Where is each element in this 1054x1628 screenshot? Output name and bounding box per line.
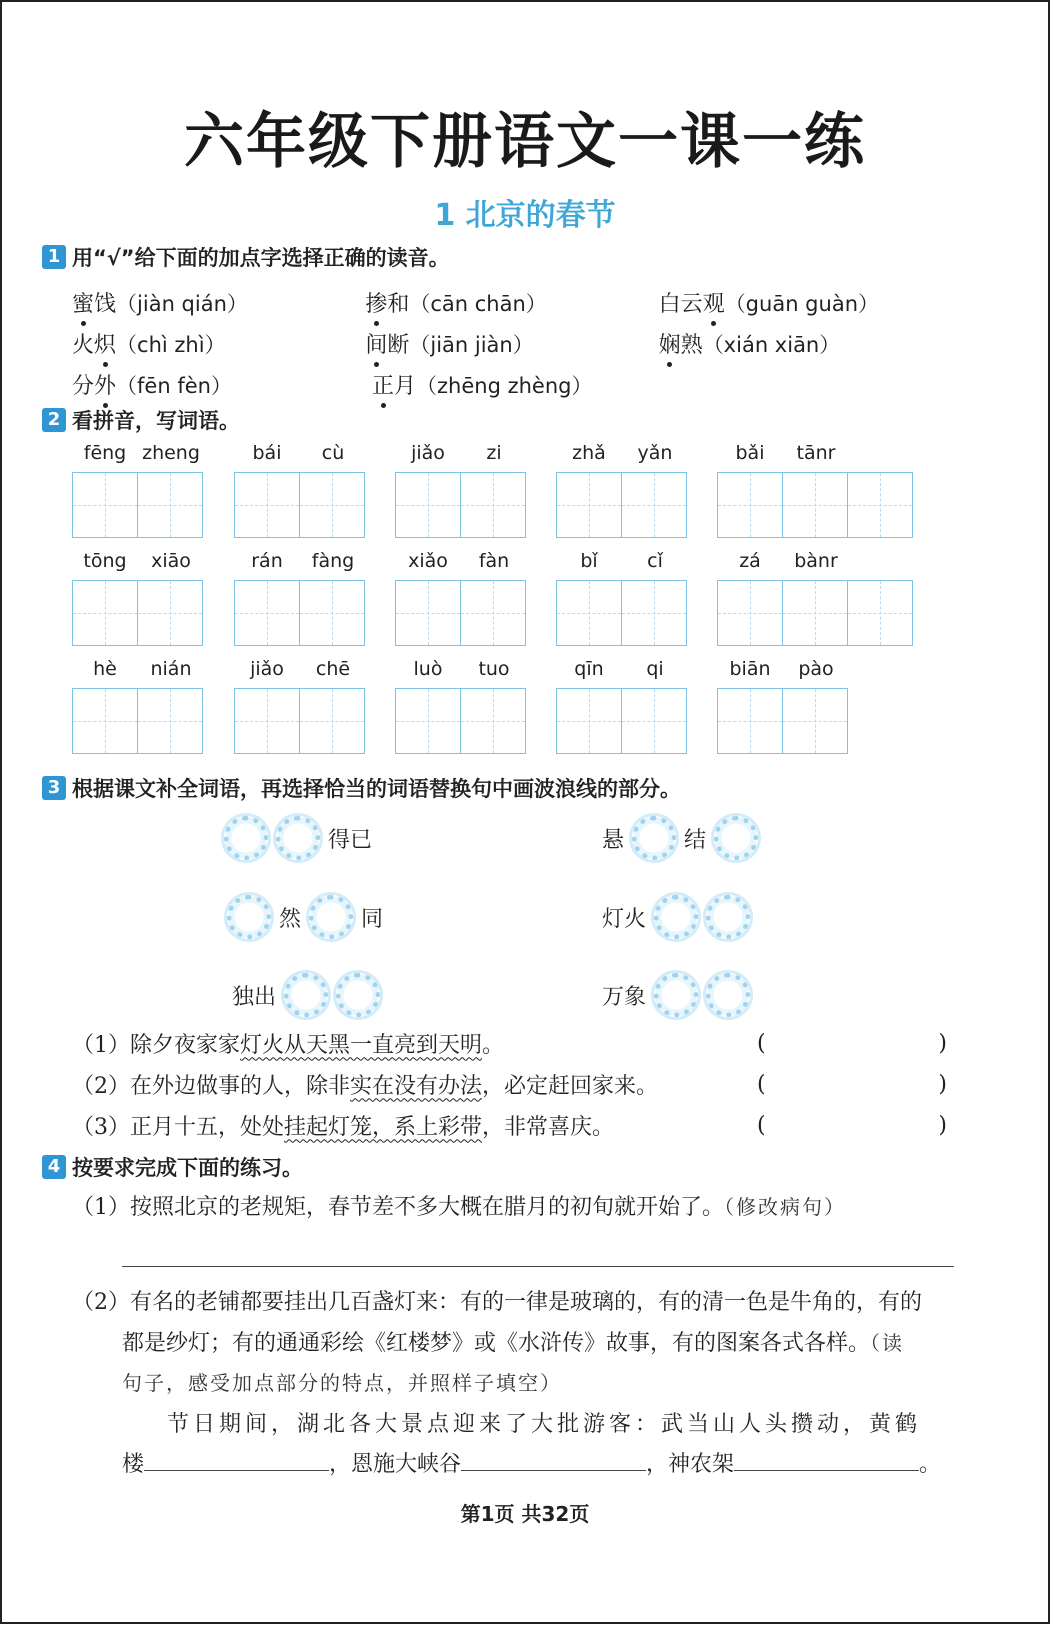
pinyin-label: jiǎo chē: [250, 658, 351, 680]
writing-boxes: [395, 580, 526, 646]
fill-blank[interactable]: [144, 1448, 329, 1471]
writing-box[interactable]: [300, 581, 364, 645]
pinyin-label: xiǎo fàn: [408, 550, 510, 572]
dotted-character: 掺: [365, 287, 387, 318]
pronunciation-item[interactable]: 掺和（cān chān）: [365, 287, 658, 318]
writing-boxes: [395, 688, 526, 754]
writing-box[interactable]: [396, 689, 461, 753]
exercise-4-2-line-1: （2）有名的老铺都要挂出几百盏灯来：有的一律是玻璃的，有的清一色是牛角的，有的: [72, 1290, 922, 1315]
writing-box[interactable]: [396, 581, 461, 645]
exercise-4-2-line-2: 都是纱灯；有的通通彩绘《红楼梦》或《水浒传》故事，有的图案各式各样。（读: [122, 1331, 905, 1356]
section-text: 看拼音，写词语。: [72, 409, 240, 433]
pinyin-options[interactable]: （jiàn qián）: [116, 292, 248, 316]
replacement-sentence: （1） 除夕夜家家 灯火从天黑一直亮到天明 。 ( ): [72, 1025, 952, 1061]
writing-box[interactable]: [235, 581, 300, 645]
writing-boxes: [556, 472, 687, 538]
pinyin-word: [717, 442, 917, 538]
writing-box[interactable]: [235, 689, 300, 753]
pronunciation-item[interactable]: 正月（zhēng zhèng）: [372, 369, 672, 400]
dotted-character: 外: [94, 369, 116, 400]
pronunciation-item[interactable]: 白云观（guān guàn）: [659, 287, 952, 318]
pinyin-label: bǐ cǐ: [580, 550, 663, 572]
dotted-character: 间: [365, 328, 387, 359]
writing-boxes: [234, 472, 365, 538]
blank-circle[interactable]: [276, 816, 320, 860]
blank-circle[interactable]: [224, 816, 268, 860]
section-number: 3: [42, 776, 66, 800]
writing-box[interactable]: [396, 473, 461, 537]
answer-parentheses[interactable]: ( ): [757, 1071, 947, 1097]
writing-box[interactable]: [622, 581, 686, 645]
blank-circle[interactable]: [632, 816, 676, 860]
exercise-4-2-line-4: 节日期间，湖北各大景点迎来了大批游客：武当山人头攒动，黄鹤: [167, 1412, 922, 1437]
pinyin-label: rán fàng: [251, 550, 355, 572]
writing-box[interactable]: [557, 689, 622, 753]
section-4-heading: [42, 1152, 303, 1182]
pinyin-options[interactable]: （zhēng zhèng）: [416, 374, 593, 398]
wavy-underline-phrase: 实在没有办法: [350, 1073, 483, 1099]
pronunciation-item[interactable]: 分外（fēn fèn）: [72, 369, 372, 400]
answer-parentheses[interactable]: ( ): [757, 1112, 947, 1138]
writing-box[interactable]: [138, 689, 202, 753]
section-number: 1: [42, 245, 66, 269]
pinyin-word: [717, 658, 917, 754]
writing-boxes: [72, 688, 203, 754]
writing-box[interactable]: [848, 581, 912, 645]
blank-circle[interactable]: [227, 895, 271, 939]
pronunciation-item[interactable]: 间断（jiān jiàn）: [365, 328, 658, 359]
writing-box[interactable]: [848, 473, 912, 537]
fill-blank[interactable]: [734, 1448, 919, 1471]
pronunciation-item[interactable]: 蜜饯（jiàn qián）: [72, 287, 365, 318]
wavy-underline-phrase: 灯火从天黑一直亮到天明: [240, 1032, 483, 1058]
writing-boxes: [234, 580, 365, 646]
section-text: 按要求完成下面的练习。: [72, 1156, 303, 1180]
pinyin-label: jiǎo zi: [411, 442, 502, 464]
writing-boxes: [717, 472, 913, 538]
writing-boxes: [395, 472, 526, 538]
lesson-title: 1 北京的春节: [434, 198, 616, 233]
writing-boxes: [717, 580, 913, 646]
section-1-heading: [42, 242, 450, 272]
writing-box[interactable]: [783, 473, 848, 537]
blank-circle[interactable]: [654, 973, 698, 1017]
section-number: 2: [42, 408, 66, 432]
pinyin-label: zhǎ yǎn: [572, 442, 673, 464]
pinyin-word: [717, 550, 917, 646]
pinyin-options[interactable]: （guān guàn）: [724, 292, 879, 316]
writing-box[interactable]: [235, 473, 300, 537]
writing-box[interactable]: [461, 581, 525, 645]
writing-box[interactable]: [718, 689, 783, 753]
section-2-heading: [42, 405, 240, 435]
page-title: 六年级下册语文一课一练: [184, 107, 866, 177]
pinyin-label: bái cù: [252, 442, 345, 464]
writing-boxes: [234, 688, 365, 754]
pronunciation-row: [72, 282, 952, 323]
writing-box[interactable]: [622, 473, 686, 537]
pinyin-label: zá bànr: [739, 550, 838, 572]
section-text: 用“√”给下面的加点字选择正确的读音。: [72, 246, 450, 270]
writing-box[interactable]: [622, 689, 686, 753]
idiom-2: 悬 结: [602, 816, 758, 860]
writing-box[interactable]: [557, 581, 622, 645]
pinyin-label: tōng xiāo: [83, 550, 191, 572]
pinyin-options[interactable]: （xián xiān）: [702, 333, 841, 357]
idiom-5: 独出: [232, 973, 380, 1017]
writing-box[interactable]: [73, 689, 138, 753]
writing-box[interactable]: [718, 473, 783, 537]
pronunciation-item[interactable]: 娴熟（xián xiān）: [659, 328, 952, 359]
section-number: 4: [42, 1155, 66, 1179]
idiom-1: 得已: [224, 816, 372, 860]
pinyin-options[interactable]: （jiān jiàn）: [409, 333, 534, 357]
blank-circle[interactable]: [706, 895, 750, 939]
writing-box[interactable]: [783, 581, 848, 645]
pronunciation-row: [72, 323, 952, 364]
writing-box[interactable]: [300, 689, 364, 753]
dotted-character: 观: [703, 287, 725, 318]
writing-boxes: [717, 688, 848, 754]
answer-line[interactable]: [122, 1266, 954, 1267]
pronunciation-list: [72, 282, 952, 405]
writing-box[interactable]: [718, 581, 783, 645]
writing-box[interactable]: [73, 581, 138, 645]
dotted-character: 蜜: [72, 287, 94, 318]
writing-box[interactable]: [138, 581, 202, 645]
idiom-6: 万象: [602, 973, 750, 1017]
pinyin-options[interactable]: （chì zhì）: [116, 333, 226, 357]
dotted-character: 正: [372, 369, 394, 400]
fill-blank[interactable]: [461, 1448, 646, 1471]
pinyin-label: bǎi tānr: [735, 442, 836, 464]
answer-parentheses[interactable]: ( ): [757, 1030, 947, 1056]
idiom-3: 然 同: [227, 895, 383, 939]
pinyin-label: qīn qi: [574, 658, 664, 680]
dotted-character: 炽: [94, 328, 116, 359]
exercise-4-1: （1）按照北京的老规矩，春节差不多大概在腊月的初旬就开始了。（修改病句）: [72, 1195, 846, 1220]
replacement-sentence: （3） 正月十五，处处 挂起灯笼，系上彩带 ，非常喜庆。 ( ): [72, 1107, 952, 1143]
writing-box[interactable]: [557, 473, 622, 537]
writing-boxes: [72, 580, 203, 646]
section-text: 根据课文补全词语，再选择恰当的词语替换句中画波浪线的部分。: [72, 777, 681, 801]
pinyin-options[interactable]: （fēn fèn）: [116, 374, 232, 398]
pinyin-label: biān pào: [729, 658, 834, 680]
pronunciation-row: [72, 364, 952, 405]
pinyin-label: luò tuo: [413, 658, 510, 680]
writing-box[interactable]: [138, 473, 202, 537]
blank-circle[interactable]: [284, 973, 328, 1017]
writing-box[interactable]: [73, 473, 138, 537]
writing-boxes: [556, 580, 687, 646]
exercise-4-2-line-3: 句子，感受加点部分的特点，并照样子填空）: [122, 1371, 562, 1395]
blank-circle[interactable]: [309, 895, 353, 939]
pronunciation-item[interactable]: 火炽（chì zhì）: [72, 328, 365, 359]
page-number: 第1页 共32页: [460, 1502, 590, 1526]
pinyin-label: hè nián: [93, 658, 192, 680]
dotted-character: 娴: [659, 328, 681, 359]
writing-box[interactable]: [300, 473, 364, 537]
blank-circle[interactable]: [654, 895, 698, 939]
writing-boxes: [72, 472, 203, 538]
idiom-4: 灯火: [602, 895, 750, 939]
writing-box[interactable]: [461, 689, 525, 753]
replacement-sentence: （2） 在外边做事的人，除非 实在没有办法 ，必定赶回家来。 ( ): [72, 1066, 952, 1102]
blank-circle[interactable]: [336, 973, 380, 1017]
pinyin-options[interactable]: （cān chān）: [409, 292, 547, 316]
writing-box[interactable]: [461, 473, 525, 537]
blank-circle[interactable]: [714, 816, 758, 860]
wavy-underline-phrase: 挂起灯笼，系上彩带: [284, 1114, 483, 1140]
blank-circle[interactable]: [706, 973, 750, 1017]
pinyin-label: fēng zheng: [83, 442, 200, 464]
writing-box[interactable]: [783, 689, 847, 753]
section-3-heading: [42, 773, 681, 803]
exercise-4-2-line-5: 楼 ，恩施大峡谷 ，神农架 。: [122, 1445, 954, 1485]
writing-boxes: [556, 688, 687, 754]
